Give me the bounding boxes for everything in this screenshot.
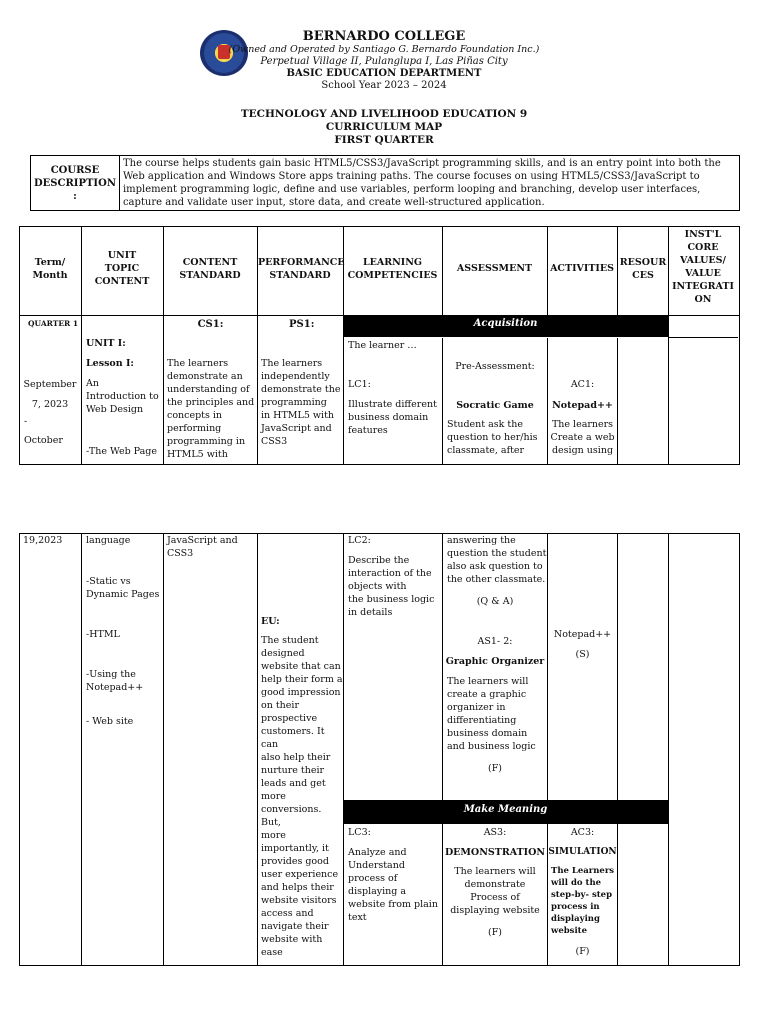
demonstration-label: DEMONSTRATION [444,847,546,858]
unit-title: UNIT I: [86,338,126,349]
quarter-title: FIRST QUARTER [334,134,434,146]
socratic-text: Student ask the question to her/his classmate, after [447,419,538,456]
header-content-standard: CONTENT STANDARD [179,257,241,281]
graphic-organizer-text: The learners will create a graphic organizer in differentiating business domain and business logic [447,676,536,752]
activity-summative: (S) [575,649,590,660]
formative-1: (F) [487,763,502,774]
eu-text: The student designed website that can help their form a good impression on their prospective customers. It can also help their nurture their leads and get more conversions. But, more importantly, it provides good user experience and helps their website visitors access and navigate their website with ease [261,635,343,958]
lesson-label: Lesson I: [86,358,134,369]
header-assessment: ASSESSMENT [456,263,533,274]
header-resources: RESOUR CES [619,257,667,281]
header-activities: ACTIVITIES [550,263,614,274]
unit-continued: language [86,535,131,546]
header-term-month: Term/ Month [32,257,68,281]
lc3-text: Analyze and Understand process of displaying a website from plain text [348,847,438,923]
socratic-game: Socratic Game [456,400,534,411]
ac1-tool: Notepad++ [552,400,613,411]
header-learning-competencies: LEARNING COMPETENCIES [347,257,438,281]
topic-static-dynamic: -Static vs Dynamic Pages [86,576,160,600]
qa-label: (Q & A) [476,596,514,607]
topic-website: - Web site [86,716,134,727]
course-description-label: COURSE DESCRIPTION : [31,156,120,211]
term-dash: - [24,416,28,427]
school-address: Perpetual Village II, Pulanglupa I, Las Piñas City [260,56,508,67]
lc3-label: LC3: [348,827,371,838]
school-year: School Year 2023 – 2024 [321,80,447,91]
term-continued: 19,2023 [23,535,63,546]
header-core-values: INST'L CORE VALUES/ VALUE INTEGRATI ON [672,229,734,305]
ac1-label: AC1: [570,379,595,390]
term-dates: September 7, 2023 [23,379,77,410]
doc-type: CURRICULUM MAP [325,121,443,133]
cs1-text: The learners demonstrate an understanding of the principles and concepts in performing programming in HTML5 with [167,358,255,460]
eu-label: EU: [261,616,280,627]
lc1-label: LC1: [348,379,371,390]
pre-assessment: Pre-Assessment: [455,361,535,372]
lc2-label: LC2: [348,535,371,546]
demonstration-text: The learners will demonstrate Process of displaying website [450,866,540,916]
department: BASIC EDUCATION DEPARTMENT [286,68,482,79]
acquisition-bar: Acquisition [343,315,668,337]
cs1-continued: JavaScript and CSS3 [167,535,238,559]
topic-web-page: -The Web Page [86,446,158,457]
ps1-text: The learners independently demonstrate the programming in HTML5 with JavaScript and CSS3 [261,358,341,447]
lc2-text: Describe the interaction of the objects with the business logic in details [348,555,435,618]
lc1-text: Illustrate different business domain features [348,399,437,436]
as12-label: AS1- 2: [477,636,513,647]
activity-tool: Notepad++ [553,629,612,640]
formative-3: (F) [575,946,590,957]
simulation-label: SIMULATION [548,847,617,857]
lesson-title: An Introduction to Web Design [86,378,159,415]
course-description-table [30,155,740,211]
school-name: BERNARDO COLLEGE [302,29,466,44]
school-owner: (Owned and Operated by Santiago G. Bernardo Foundation Inc.) [228,44,540,55]
graphic-organizer: Graphic Organizer [445,656,545,667]
cs1-label: CS1: [197,319,224,330]
header-unit-topic: UNIT TOPIC CONTENT [94,250,150,287]
as3-label: AS3: [483,827,507,838]
simulation-text: The Learners will do the step-by- step process in displaying website [551,866,615,936]
topic-html: -HTML [86,629,120,640]
formative-2: (F) [487,927,502,938]
socratic-continued: answering the question the student also ask question to the other classmate. [447,535,547,585]
ac3-label: AC3: [570,827,595,838]
subject-title: TECHNOLOGY AND LIVELIHOOD EDUCATION 9 [240,108,528,120]
term-october: October [24,435,63,446]
header-performance-standard: PERFORMANCE STANDARD [258,257,345,281]
topic-notepad: -Using the Notepad++ [86,669,144,693]
quarter-label: QUARTER 1 [28,319,79,328]
ps1-label: PS1: [289,319,315,330]
course-description-text: The course helps students gain basic HTML5/CSS3/JavaScript programming skills, and is an entry point into both the Web application and Windows Store apps training paths. The course focuses on using HTML5/CSS3/JavaScript to implement programming logic, define and use variables, perform looping and branching, develop user interfaces, capture and validate user input, store data, and create well-structured application. [119,156,739,211]
ac1-text: The learners Create a web design using [550,419,615,456]
learner-intro: The learner … [348,340,417,351]
make-meaning-bar: Make Meaning [343,800,668,824]
